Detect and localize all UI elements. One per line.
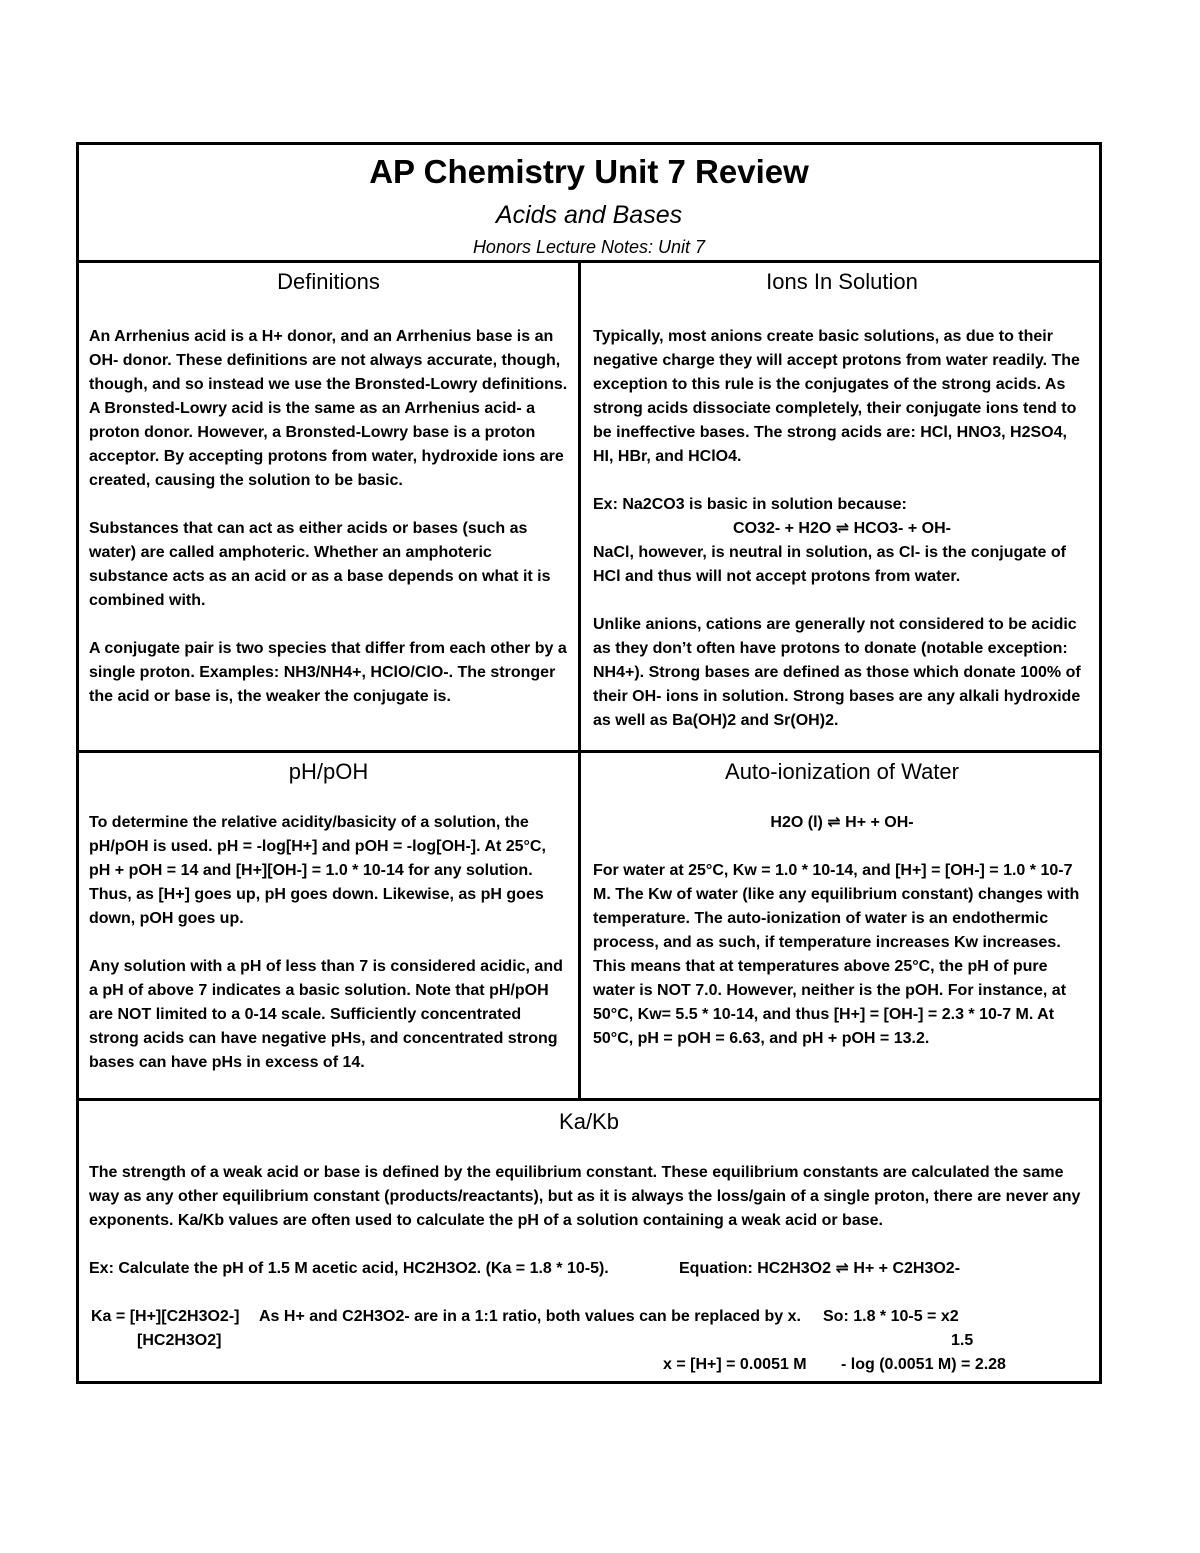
page-title: AP Chemistry Unit 7 Review: [369, 153, 809, 190]
ka-denominator: [HC2H3O2]: [137, 1332, 222, 1349]
ka-kb-paragraph: The strength of a weak acid or base is defined by the equilibrium constant. These equilibrium constants are calculated the same way as any other equilibrium constant (products/reactants), but as it is always the loss/gain of a single proton, there are never any exponents. Ka/Kb values are often used to calculate the pH of a solution containing a weak acid or base.: [89, 1164, 1081, 1229]
result-ph: - log (0.0051 M) = 2.28: [841, 1356, 1006, 1373]
definitions-section: [79, 263, 581, 753]
ions-example-equation: CO32- + H2O ⇌ HCO3- + OH-: [733, 520, 951, 537]
auto-ionization-heading: Auto-ionization of Water: [725, 759, 959, 784]
definitions-heading: Definitions: [277, 269, 380, 294]
so-expression: So: 1.8 * 10-5 = x2: [823, 1308, 959, 1325]
ka-kb-example-equation: Equation: HC2H3O2 ⇌ H+ + C2H3O2-: [679, 1260, 961, 1277]
ka-kb-example-text: Ex: Calculate the pH of 1.5 M acetic acid, HC2H3O2. (Ka = 1.8 * 10-5).: [89, 1260, 609, 1277]
so-denominator: 1.5: [951, 1332, 974, 1349]
ions-example-line: Ex: Na2CO3 is basic in solution because:: [593, 496, 907, 513]
ions-paragraph-2: Unlike anions, cations are generally not considered to be acidic as they don’t often have protons to donate (notable exception: NH4+). Strong bases are defined as those which donate 100% of their OH- ions in solution. Strong bases are any alkali hydroxide as well as Ba(OH)2 and Sr(OH)2.: [593, 616, 1081, 729]
ions-example-note: NaCl, however, is neutral in solution, as Cl- is the conjugate of HCl and thus will not accept protons from water.: [593, 544, 1066, 585]
auto-ionization-equation: H2O (l) ⇌ H+ + OH-: [770, 814, 914, 831]
ph-section: [79, 753, 581, 1101]
definitions-paragraph-2: Substances that can act as either acids or bases (such as water) are called amphoteric. Whether an amphoteric substance acts as an acid or as a base depends on what it is combined with.: [89, 520, 551, 609]
ions-paragraph-1: Typically, most anions create basic solutions, as due to their negative charge they will accept protons from water readily. The exception to this rule is the conjugates of the strong acids. As strong acids dissociate completely, their conjugate ions tend to be ineffective bases. The strong acids are: HCl, HNO3, H2SO4, HI, HBr, and HClO4.: [593, 328, 1080, 465]
auto-ionization-paragraph: For water at 25°C, Kw = 1.0 * 10-14, and [H+] = [OH-] = 1.0 * 10-7 M. The Kw of water (like any equilibrium constant) changes with temperature. The auto-ionization of water is an endothermic process, and as such, if temperature increases Kw increases. This means that at temperatures above 25°C, the pH of pure water is NOT 7.0. However, neither is the pOH. For instance, at 50°C, Kw= 5.5 * 10-14, and thus [H+] = [OH-] = 2.3 * 10-7 M. At 50°C, pH = pOH = 6.63, and pH + pOH = 13.2.: [593, 862, 1080, 1047]
review-sheet: [76, 142, 1102, 1384]
lecture-label: Honors Lecture Notes: Unit 7: [472, 237, 706, 257]
result-x: x = [H+] = 0.0051 M: [663, 1356, 807, 1373]
ph-paragraph-2: Any solution with a pH of less than 7 is considered acidic, and a pH of above 7 indicates a basic solution. Note that pH/pOH are NOT limited to a 0-14 scale. Sufficiently concentrated strong acids can have negative pHs, and concentrated strong bases can have pHs in excess of 14.: [89, 958, 563, 1071]
sheet-header: [79, 145, 1099, 263]
ka-expression: Ka = [H+][C2H3O2-]: [91, 1308, 240, 1325]
ions-heading: Ions In Solution: [766, 269, 918, 294]
page-subtitle: Acids and Bases: [495, 201, 683, 229]
ph-heading: pH/pOH: [288, 759, 369, 784]
ratio-note: As H+ and C2H3O2- are in a 1:1 ratio, both values can be replaced by x.: [259, 1308, 801, 1325]
auto-ionization-section: [581, 753, 1099, 1101]
ka-kb-section: [79, 1101, 1099, 1381]
ions-section: [581, 263, 1099, 753]
definitions-paragraph-3: A conjugate pair is two species that differ from each other by a single proton. Examples: NH3/NH4+, HClO/ClO-. The stronger the acid or base is, the weaker the conjugate is.: [89, 640, 567, 705]
definitions-paragraph-1: An Arrhenius acid is a H+ donor, and an Arrhenius base is an OH- donor. These definitions are not always accurate, though, though, and so instead we use the Bronsted-Lowry definitions. A Bronsted-Lowry acid is the same as an Arrhenius acid- a proton donor. However, a Bronsted-Lowry base is a proton acceptor. By accepting protons from water, hydroxide ions are created, causing the solution to be basic.: [89, 328, 568, 489]
ka-kb-heading: Ka/Kb: [559, 1109, 619, 1134]
ph-paragraph-1: To determine the relative acidity/basicity of a solution, the pH/pOH is used. pH = -log[H+] and pOH = -log[OH-]. At 25°C, pH + pOH = 14 and [H+][OH-] = 1.0 * 10-14 for any solution. Thus, as [H+] goes up, pH goes down. Likewise, as pH goes down, pOH goes up.: [89, 814, 546, 927]
